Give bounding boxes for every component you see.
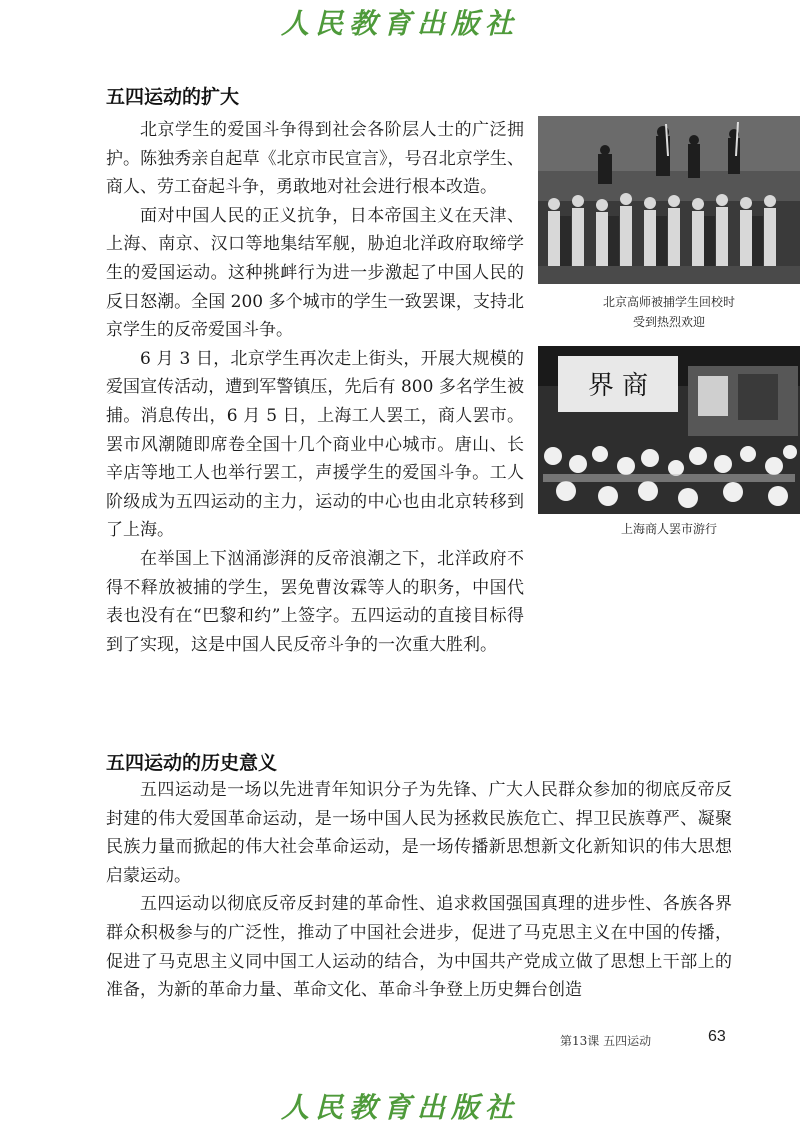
publisher-logo-bottom: 人民教育出版社 <box>280 1091 519 1124</box>
caption-students-return <box>538 292 800 332</box>
section-body-expansion <box>106 116 524 659</box>
paragraph: 五四运动是一场以先进青年知识分子为先锋、广大人民群众参加的彻底反帝反封建的伟大爱国革命运动，是一场中国人民为拯救民族危亡、捍卫民族尊严、凝聚民族力量而掀起的伟大社会革命运动，是一场传播新思想新文化新知识的伟大思想启蒙运动。 <box>106 780 732 886</box>
caption-line: 受到热烈欢迎 <box>632 315 705 329</box>
page-number: 63 <box>708 1028 726 1045</box>
caption-merchants-strike <box>538 519 800 539</box>
paragraph: 6 月 3 日，北京学生再次走上街头，开展大规模的爱国宣传活动，遭到军警镇压，先后有 800 多名学生被捕。消息传出，6 月 5 日，上海工人罢工，商人罢市。罢市风潮随即席卷全国十几个商业中心城市。唐山、长辛店等地工人也举行罢工，声援学生的爱国斗争。工人阶级成为五四运动的主力，运动的中心也由北京转移到了上海。 <box>106 348 524 541</box>
photo-merchants-strike <box>538 346 800 514</box>
paragraph: 五四运动以彻底反帝反封建的革命性、追求救国强国真理的进步性、各族各界群众积极参与的广泛性，推动了中国社会进步，促进了马克思主义在中国的传播，促进了马克思主义同中国工人运动的结合，为中国共产党成立做了思想上干部上的准备，为新的革命力量、革命文化、革命斗争登上历史舞台创造 <box>106 894 732 1001</box>
paragraph: 北京学生的爱国斗争得到社会各阶层人士的广泛拥护。陈独秀亲自起草《北京市民宣言》，号召北京学生、商人、劳工奋起斗争，勇敢地对社会进行根本改造。 <box>106 120 524 198</box>
paragraph: 在举国上下汹涌澎湃的反帝浪潮之下，北洋政府不得不释放被捕的学生，罢免曹汝霖等人的职务，中国代表也没有在“巴黎和约”上签字。五四运动的直接目标得到了实现，这是中国人民反帝斗争的一次重大胜利。 <box>106 548 524 655</box>
shop-sign-text: 界 商 <box>587 371 649 401</box>
photo-students-return <box>538 116 800 284</box>
paragraph: 面对中国人民的正义抗争，日本帝国主义在天津、上海、南京、汉口等地集结军舰，胁迫北洋政府取缔学生的爱国运动。这种挑衅行为进一步激起了中国人民的反日怒潮。全国 200 多个城市的学生一致罢课，支持北京学生的反帝爱国斗争。 <box>106 205 524 341</box>
caption-line: 上海商人罢市游行 <box>620 522 717 536</box>
section-body-significance <box>106 776 732 1005</box>
footer-lesson-title: 第13课 五四运动 <box>560 1034 652 1048</box>
section-title-expansion: 五四运动的扩大 <box>106 86 240 108</box>
section-title-significance: 五四运动的历史意义 <box>106 752 278 774</box>
caption-line: 北京高师被捕学生回校时 <box>602 295 735 309</box>
publisher-logo-top: 人民教育出版社 <box>280 7 519 40</box>
